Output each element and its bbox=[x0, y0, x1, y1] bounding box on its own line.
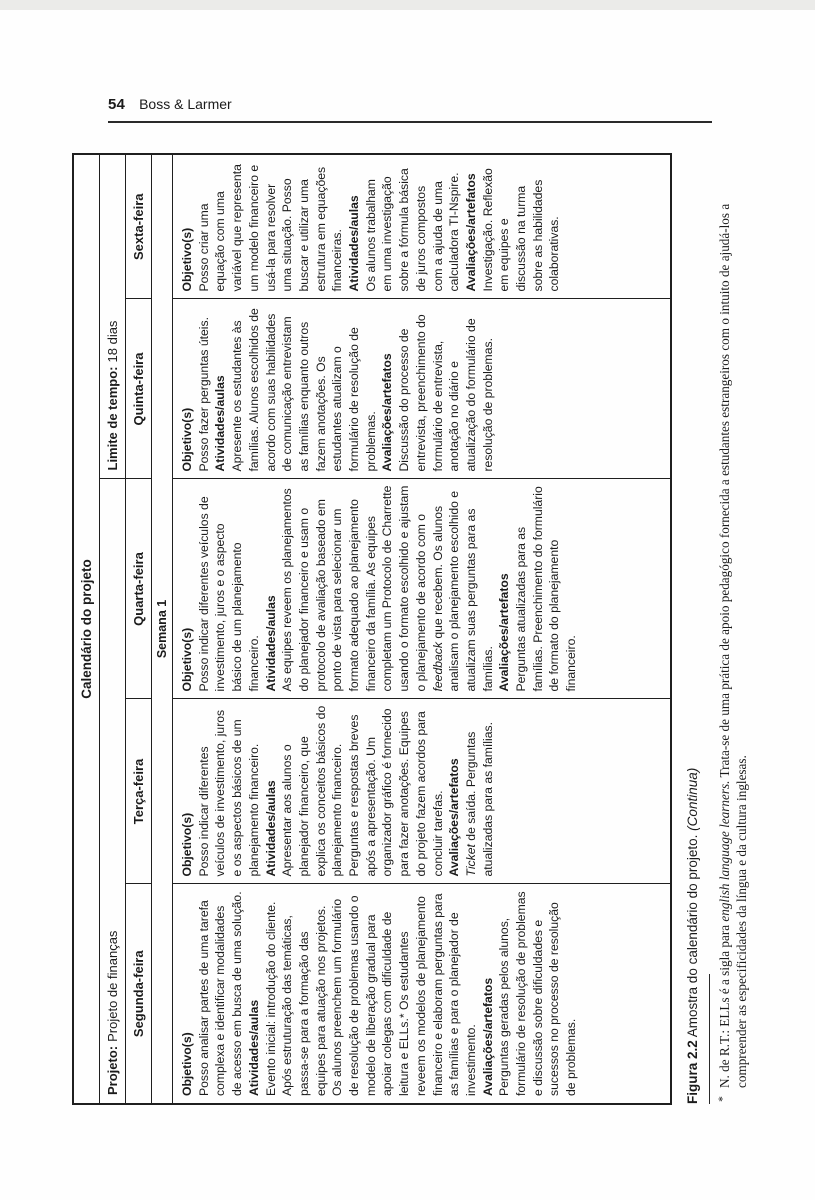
section-body: Posso indicar diferentes veículos de investimento, juros e o aspecto básico de um planejamento financeiro. bbox=[196, 496, 261, 692]
section-heading: Objetivo(s) bbox=[180, 407, 194, 472]
time-limit-label: Limite de tempo: bbox=[105, 366, 120, 471]
day-header: Terça-feira bbox=[126, 699, 152, 884]
translator-footnote bbox=[716, 158, 751, 1104]
section-heading: Atividades/aulas bbox=[213, 375, 228, 472]
table-title: Calendário do projeto bbox=[73, 154, 100, 1104]
day-header: Quarta-feira bbox=[126, 479, 152, 699]
section-heading: Atividades/aulas bbox=[246, 999, 261, 1096]
section-body: Posso criar uma equação com uma variável que representa um modelo financeiro e usá-la para resolver uma situação. Posso buscar e utilizar uma estrutura em equações financeiras. bbox=[196, 164, 345, 292]
section-heading: Objetivo(s) bbox=[180, 1032, 194, 1096]
page-number: 54 bbox=[108, 96, 126, 113]
section-heading: Atividades/aulas bbox=[347, 195, 362, 292]
week-label: Semana 1 bbox=[152, 154, 173, 1104]
running-head-text: Boss & Larmer bbox=[139, 96, 232, 112]
footnote-text: N. de R.T.: ELLs é a sigla para english language learners. Trata-se de uma prática de apoio pedagógico fornecida a estudantes estrangeiros com o intuito de ajudá-los a compreender as especificidades da língua e da cultura inglesas. bbox=[717, 203, 750, 1088]
section-body: Apresentar aos alunos o planejador financeiro, que explica os conceitos básicos do planejamento financeiro. Perguntas e respostas breves após a apresentação. Um organizador gráfico é fornecido para fazer anotações. Equipes do projeto fazem acordos para concluir tarefas. bbox=[280, 705, 445, 877]
section-heading: Objetivo(s) bbox=[180, 812, 194, 877]
section-heading: Avaliações/artefatos bbox=[463, 173, 478, 292]
day-cell bbox=[173, 299, 672, 479]
figure-caption-label: Figura 2.2 bbox=[685, 1040, 700, 1104]
project-label: Projeto: bbox=[105, 1045, 120, 1095]
day-cell bbox=[173, 884, 672, 1104]
section-heading: Atividades/aulas bbox=[263, 780, 278, 877]
day-header: Segunda-feira bbox=[126, 884, 152, 1104]
day-header: Quinta-feira bbox=[126, 299, 152, 479]
section-heading: Objetivo(s) bbox=[180, 227, 194, 292]
section-body: Perguntas geradas pelos alunos, formulário de resolução de problemas e discussão sobre dificuldades e sucessos no processo de resolução de problemas. bbox=[497, 891, 579, 1096]
time-limit-cell bbox=[100, 154, 126, 479]
section-heading: Atividades/aulas bbox=[263, 595, 278, 692]
section-heading: Avaliações/artefatos bbox=[447, 758, 462, 877]
section-heading: Avaliações/artefatos bbox=[380, 353, 395, 472]
header-rule bbox=[108, 121, 712, 123]
section-body: As equipes reveem os planejamentos do planejador financeiro e usam o protocolo de avaliação baseado em ponto de vista para selecionar um formato adequado ao planejamento financeiro da família. As equipes completam um Protocolo de Charrette usando o formato escolhido e ajustam o planejamento de acordo com o feedback que recebem. Os alunos analisam o planejamento escolhido e atualizam suas perguntas para as famílias. bbox=[280, 485, 495, 692]
section-body: Discussão do processo de entrevista, preenchimento do formulário de entrevista, anotação no diário e atualização do formulário de resolução de problemas. bbox=[397, 314, 495, 472]
figure-caption-text: Amostra do calendário do projeto. bbox=[685, 834, 700, 1038]
section-body: Posso fazer perguntas úteis. bbox=[196, 317, 211, 472]
figure-caption bbox=[685, 155, 700, 1104]
running-header bbox=[108, 96, 712, 123]
section-body: Os alunos trabalham em uma investigação sobre a fórmula básica de juros compostos com a ajuda de uma calculadora TI-Nspire. bbox=[363, 168, 462, 292]
time-limit-value: 18 dias bbox=[105, 320, 120, 363]
section-body: Apresente os estudantes às famílias. Alunos escolhidos de acordo com suas habilidades de comunicação entrevistam as famílias enquanto outros fazem anotações. Os estudantes atualizam o formulário de resolução de problemas. bbox=[230, 308, 378, 472]
landscape-figure bbox=[72, 155, 758, 1105]
section-body: Perguntas atualizadas para as famílias. Preenchimento do formulário de formato do planejamento financeiro. bbox=[514, 486, 579, 692]
section-body: Ticket de saída. Perguntas atualizadas para as famílias. bbox=[463, 722, 495, 877]
section-body: Evento inicial: introdução do cliente. Após estruturação das temáticas, passa-se para a formação das equipes para atuação nos projetos. Os alunos preenchem um formulário de resolução de problemas usando o modelo de liberação gradual para apoiar colegas com dificuldade de leitura e ELLs.* Os estudantes reveem os modelos de planejamento financeiro e elaboram perguntas para as famílias e para o planejador de investimento. bbox=[263, 893, 478, 1096]
section-heading: Avaliações/artefatos bbox=[480, 977, 495, 1096]
day-header: Sexta-feira bbox=[126, 154, 152, 299]
day-cell bbox=[173, 479, 672, 699]
calendar-content-row bbox=[173, 154, 672, 1104]
section-body: Investigação. Reflexão em equipes e discussão na turma sobre as habilidades colaborativas. bbox=[480, 168, 562, 292]
section-heading: Avaliações/artefatos bbox=[497, 573, 512, 692]
project-value: Projeto de finanças bbox=[105, 930, 120, 1042]
figure-caption-continua: (Continua) bbox=[685, 767, 700, 831]
footnote-rule bbox=[709, 974, 710, 1104]
day-cell bbox=[173, 699, 672, 884]
page-scan-edge bbox=[0, 0, 815, 10]
rotated-figure-area bbox=[72, 155, 758, 1105]
section-heading: Objetivo(s) bbox=[180, 627, 194, 692]
project-cell bbox=[100, 479, 126, 1104]
section-body: Posso indicar diferentes veículos de investimento, juros e os aspectos básicos de um planejamento financeiro. bbox=[196, 709, 261, 877]
section-body: Posso analisar partes de uma tarefa complexa e identificar modalidades de acesso em busca de uma solução. bbox=[196, 891, 245, 1096]
project-calendar-table bbox=[72, 153, 672, 1105]
day-cell bbox=[173, 154, 672, 299]
weekday-header-row bbox=[126, 154, 152, 1104]
footnote-marker: * bbox=[715, 1096, 729, 1102]
